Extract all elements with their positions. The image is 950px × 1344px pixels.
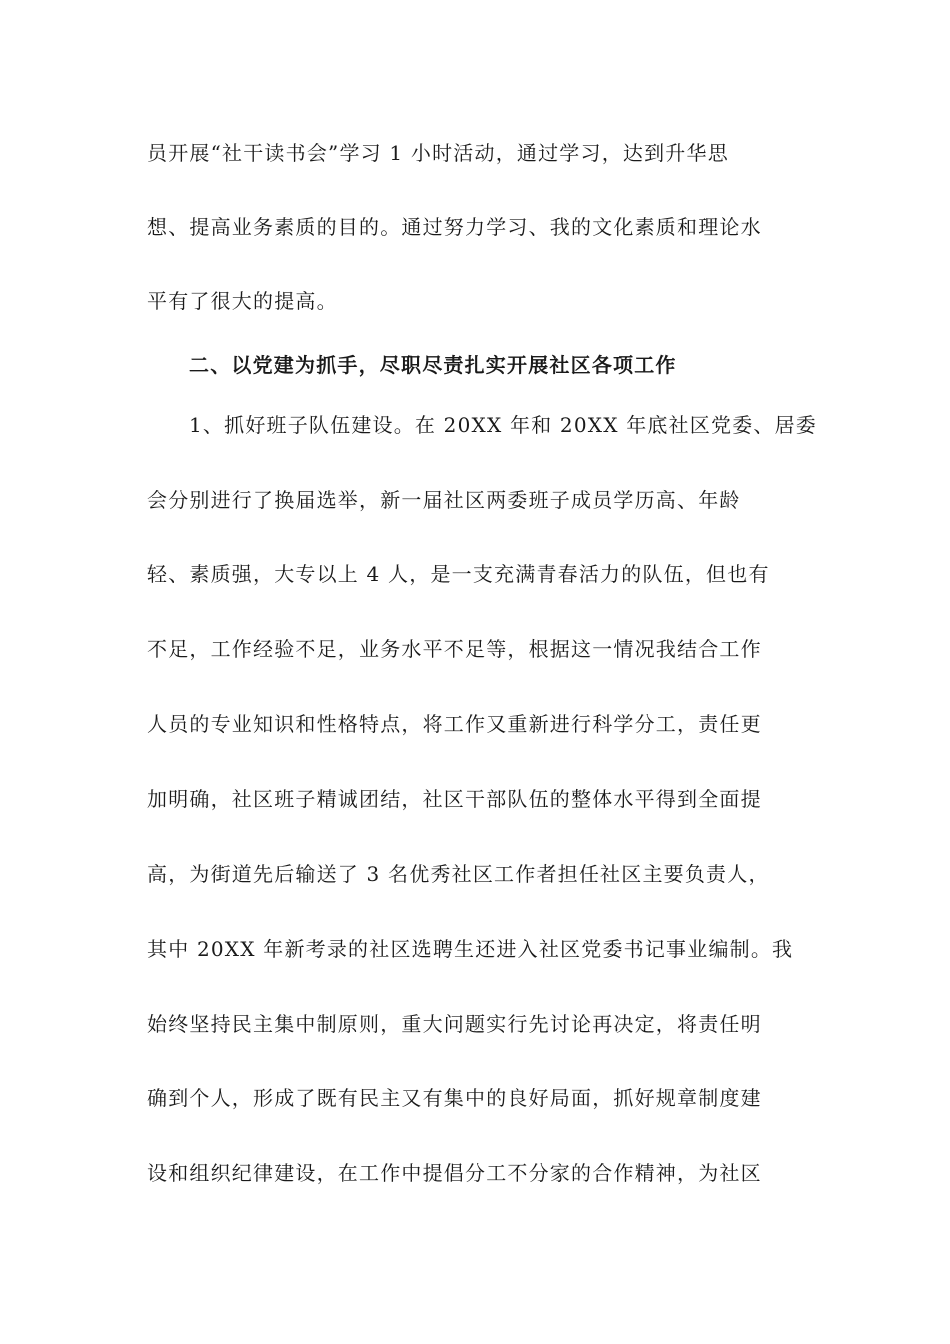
body-line-3: 平有了很大的提高。 [147, 289, 338, 313]
body-line-9: 人员的专业知识和性格特点，将工作又重新进行科学分工，责任更 [147, 712, 762, 736]
body-line-15: 设和组织纪律建设，在工作中提倡分工不分家的合作精神，为社区 [147, 1161, 762, 1185]
body-line-12: 其中 20XX 年新考录的社区选聘生还进入社区党委书记事业编制。我 [147, 937, 794, 961]
body-line-5: 1、抓好班子队伍建设。在 20XX 年和 20XX 年底社区党委、居委 [189, 413, 818, 437]
body-line-7: 轻、素质强，大专以上 4 人，是一支充满青春活力的队伍，但也有 [147, 562, 770, 586]
body-line-2: 想、提高业务素质的目的。通过努力学习、我的文化素质和理论水 [147, 215, 762, 239]
body-line-1: 员开展“社干读书会”学习 1 小时活动，通过学习，达到升华思 [147, 141, 729, 165]
body-line-10: 加明确，社区班子精诚团结，社区干部队伍的整体水平得到全面提 [147, 787, 762, 811]
body-line-14: 确到个人，形成了既有民主又有集中的良好局面，抓好规章制度建 [147, 1086, 762, 1110]
body-line-13: 始终坚持民主集中制原则，重大问题实行先讨论再决定，将责任明 [147, 1012, 762, 1036]
body-line-8: 不足，工作经验不足，业务水平不足等，根据这一情况我结合工作 [147, 637, 762, 661]
section-heading: 二、以党建为抓手，尽职尽责扎实开展社区各项工作 [189, 353, 677, 377]
body-line-6: 会分别进行了换届选举，新一届社区两委班子成员学历高、年龄 [147, 488, 741, 512]
body-line-11: 高，为街道先后输送了 3 名优秀社区工作者担任社区主要负责人， [147, 862, 770, 886]
